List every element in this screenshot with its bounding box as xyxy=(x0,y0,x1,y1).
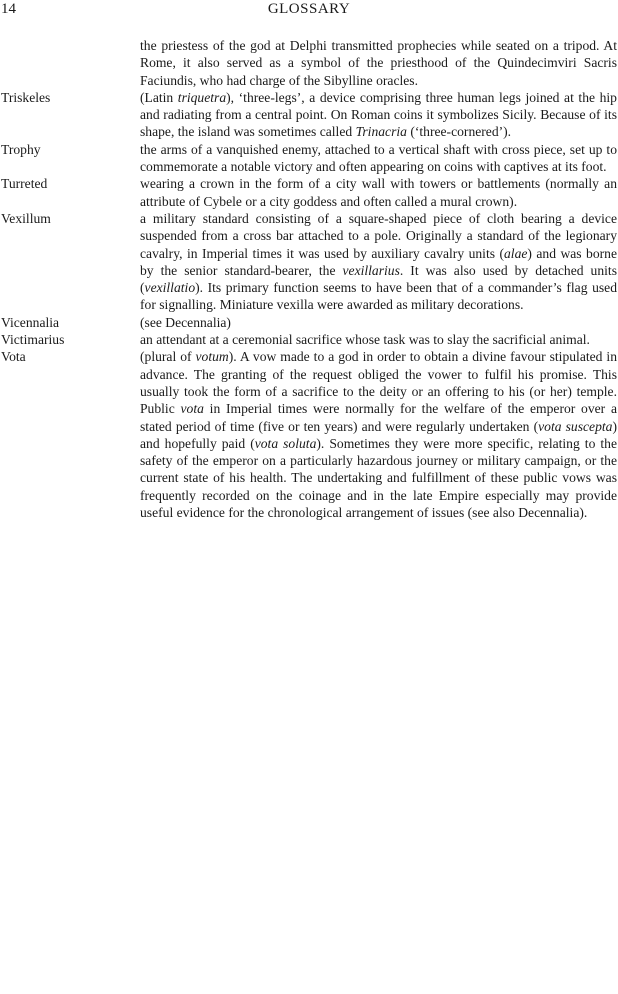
glossary-term: Vexillum xyxy=(1,210,51,226)
glossary-definition xyxy=(140,141,617,176)
glossary-entry xyxy=(0,89,618,141)
italic-text: Trinacria xyxy=(355,124,407,140)
glossary-entries xyxy=(0,37,618,521)
glossary-term: Trophy xyxy=(1,141,41,157)
glossary-entry xyxy=(0,141,618,176)
text-run: ), ‘three-legs’, a device comprising three human legs joined at the hip and radiating from a central point. On Roman coins it symbolizes Sicily. Because of its shape, the island was sometimes called xyxy=(140,89,617,140)
text-run: ). Sometimes they were more specific, relating to the safety of the emperor on a particularly hazardous journey or military campaign, or the current state of his health. The undertaking and fulfillment of these public vows was frequently recorded on the coinage and in the late Empire especially may provide useful evidence for the chronological arrangement of issues (see also Decennalia). xyxy=(140,435,617,521)
glossary-entry xyxy=(0,348,618,521)
text-run: a military standard consisting of a square-shaped piece of cloth bearing a device suspended from a cross bar attached to a pole. Originally a standard of the legionary cavalry, in Imperial times it was used by auxiliary cavalry units ( xyxy=(140,210,617,261)
page-header xyxy=(0,0,618,20)
page-number: 14 xyxy=(1,1,16,17)
glossary-entry xyxy=(0,331,618,348)
glossary-term: Vota xyxy=(1,349,26,365)
glossary-entry xyxy=(0,37,618,89)
glossary-entry xyxy=(0,314,618,331)
text-run: in Imperial times were normally for the welfare of the emperor over a stated period of time (five or ten years) and were regularly undertaken ( xyxy=(140,401,618,434)
glossary-definition xyxy=(140,314,617,331)
text-run: ). A vow made to a god in order to obtain a divine favour stipulated in advance. The granting of the request obliged the vower to fulfil his promise. This usually took the form of a sacrifice to the deity or an offering to his (or her) temple. Public xyxy=(140,349,618,417)
italic-text: votum xyxy=(195,349,229,365)
italic-text: alae xyxy=(504,245,528,261)
text-run: (plural of xyxy=(140,349,196,365)
text-run: (Latin xyxy=(140,89,178,105)
text-run: the priestess of the god at Delphi transmitted prophecies while seated on a tripod. At Rome, it also served as a symbol of the priesthood of the Quindecimviri Sacris Faciundis, who had charge of the Sibylline oracles. xyxy=(140,38,617,88)
glossary-term: Triskeles xyxy=(1,89,51,105)
text-run: ) and was borne by the senior standard-bearer, the xyxy=(140,245,617,278)
glossary-entry xyxy=(0,210,618,314)
italic-text: vexillarius xyxy=(342,262,400,278)
italic-text: vexillatio xyxy=(144,280,196,296)
glossary-definition xyxy=(140,210,617,314)
text-run: ) and hopefully paid ( xyxy=(140,418,617,451)
italic-text: vota xyxy=(180,401,204,417)
glossary-definition xyxy=(140,175,617,210)
glossary-entry xyxy=(0,175,618,210)
glossary-term: Victimarius xyxy=(1,332,65,348)
italic-text: vota soluta xyxy=(254,435,317,451)
glossary-term: Vicennalia xyxy=(1,314,60,330)
glossary-definition xyxy=(140,37,617,89)
text-run: ). Its primary function seems to have been that of a commander’s flag used for signalling. Miniature vexilla were awarded as military decorations. xyxy=(140,280,617,313)
italic-text: triquetra xyxy=(177,89,227,105)
glossary-definition xyxy=(140,348,617,521)
text-run: (‘three-cornered’). xyxy=(406,124,512,140)
text-run: an attendant at a ceremonial sacrifice whose task was to slay the sacrificial animal. xyxy=(140,332,590,348)
text-run: wearing a crown in the form of a city wall with towers or battlements (normally an attribute of Cybele or a city goddess and often called a mural crown). xyxy=(140,176,617,209)
italic-text: vota suscepta xyxy=(538,418,613,434)
glossary-definition xyxy=(140,89,617,141)
glossary-term: Turreted xyxy=(1,176,48,192)
text-run: (see Decennalia) xyxy=(140,314,231,330)
text-run: . It was also used by detached units ( xyxy=(140,262,617,296)
glossary-definition xyxy=(140,331,617,348)
running-head: GLOSSARY xyxy=(267,1,351,17)
text-run: the arms of a vanquished enemy, attached to a vertical shaft with cross piece, set up to commemorate a notable victory and often appearing on coins with captives at its foot. xyxy=(140,141,617,175)
